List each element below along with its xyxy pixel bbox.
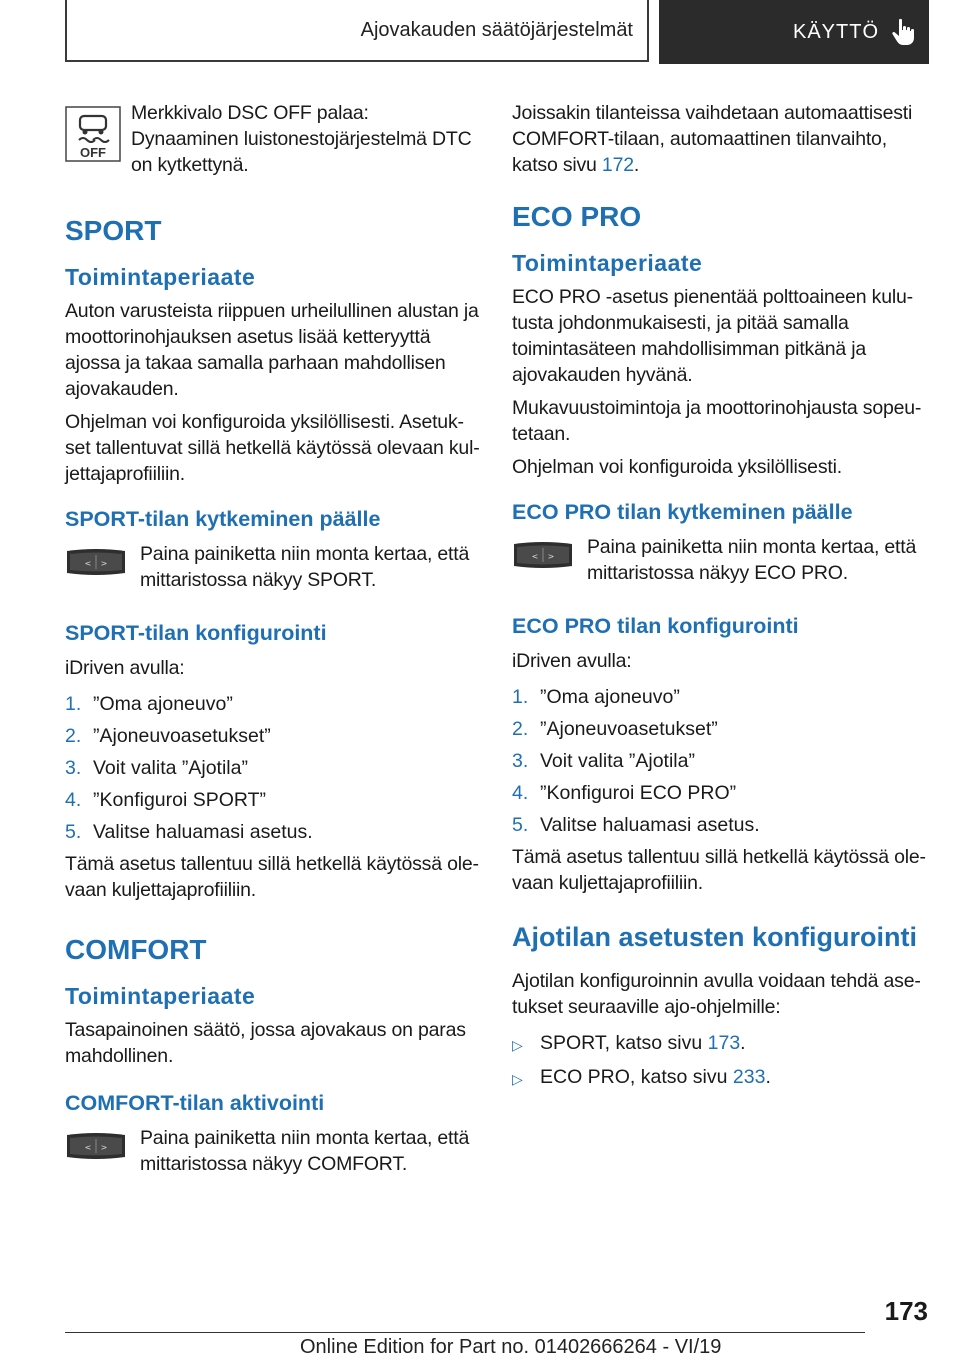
list-item: 1. ”Oma ajoneuvo”	[65, 693, 233, 715]
sport-principle-p1: Auton varusteista riippuen urheilullinen alustan ja moottorinohjauksen asetus lisää ketteryyttä ajossa ja takaa samalla parhaan mahdollisen ajovakauden.	[65, 300, 479, 400]
eco-config-heading: ECO PRO tilan konfigurointi	[512, 614, 799, 638]
eco-on-instruction	[512, 534, 927, 586]
page-header	[65, 0, 929, 64]
page-number: 173	[884, 1296, 928, 1326]
eco-on-text: Paina painiketta niin monta kertaa, että mittaristossa näkyy ECO PRO.	[587, 536, 917, 584]
eco-config-outro: Tämä asetus tallentuu sillä hetkellä käytössä olevaan kuljettajaprofiiliin.	[512, 846, 927, 894]
chapter-title: KÄYTTÖ	[792, 20, 879, 43]
comfort-on-instruction	[65, 1125, 480, 1177]
dsc-off-text: Merkkivalo DSC OFF palaa: Dynaaminen luistonestojärjestelmä DTC on kytkettynä.	[131, 102, 472, 176]
list-item: 4. ”Konfiguroi SPORT”	[65, 789, 267, 811]
footer-edition: Online Edition for Part no. 01402666264 - VI/19	[300, 1336, 722, 1358]
sport-on-text: Paina painiketta niin monta kertaa, että mittaristossa näkyy SPORT.	[140, 543, 470, 591]
drive-mode-button-icon	[512, 540, 574, 570]
comfort-principle-heading: Toimintaperiaate	[65, 983, 256, 1009]
eco-principle-p3: Ohjelman voi konfiguroida yksilöllisesti.	[512, 456, 842, 478]
svg-text:>: >	[100, 1143, 108, 1152]
sport-config-outro: Tämä asetus tallentuu sillä hetkellä käytössä olevaan kuljettajaprofiiliin.	[65, 853, 480, 901]
sport-on-instruction	[65, 541, 480, 593]
dsc-off-notice	[65, 100, 480, 178]
svg-text:<: <	[84, 559, 92, 568]
svg-text:<: <	[531, 552, 539, 561]
right-column	[512, 100, 927, 1098]
list-item: 1. ”Oma ajoneuvo”	[512, 686, 680, 708]
comfort-principle-p1: Tasapainoinen säätö, jossa ajovakaus on paras mahdollinen.	[65, 1019, 466, 1067]
drive-config-heading: Ajotilan asetusten konfigurointi	[512, 922, 918, 952]
list-item: 4. ”Konfiguroi ECO PRO”	[512, 782, 737, 804]
sport-principle-heading: Toimintaperiaate	[65, 264, 256, 290]
bullet-marker: ▷	[512, 1071, 523, 1087]
eco-principle-p2: Mukavuustoimintoja ja moottorinohjausta sopeutetaan.	[512, 397, 922, 445]
page-link-172[interactable]: 172	[601, 154, 634, 176]
comfort-on-heading: COMFORT-tilan aktivointi	[65, 1091, 325, 1115]
list-item: 2. ”Ajoneuvoasetukset”	[65, 725, 271, 747]
sport-config-intro: iDriven avulla:	[65, 657, 185, 679]
eco-principle-heading: Toimintaperiaate	[512, 250, 703, 276]
drive-config-list	[512, 1030, 927, 1092]
sport-config-heading: SPORT-tilan konfigurointi	[65, 621, 327, 645]
svg-text:<: <	[84, 1143, 92, 1152]
bullet-marker: ▷	[512, 1037, 523, 1053]
list-item: ▷ SPORT, katso sivu 173.	[512, 1030, 927, 1058]
eco-config-intro: iDriven avulla:	[512, 650, 632, 672]
chapter-tab	[659, 0, 929, 64]
svg-text:>: >	[547, 552, 555, 561]
drive-mode-button-icon	[65, 1131, 127, 1161]
comfort-auto-switch-text: Joissakin tilanteissa vaihdetaan automaattisesti COMFORT-tilaan, automaattinen tilanvaihto, katso sivu 172.	[512, 102, 913, 176]
drive-config-intro: Ajotilan konfiguroinnin avulla voidaan tehdä asetukset seuraaville ajo-ohjelmille:	[512, 970, 921, 1018]
sport-principle-p2: Ohjelman voi konfiguroida yksilöllisesti. Asetukset tallentuvat sillä hetkellä käytössä olevaan kuljettajaprofiiliin.	[65, 411, 480, 485]
list-item: 3. Voit valita ”Ajotila”	[65, 757, 248, 779]
eco-on-heading: ECO PRO tilan kytkeminen päälle	[512, 500, 853, 524]
hand-pointer-icon	[891, 18, 917, 46]
eco-principle-p1: ECO PRO -asetus pienentää polttoaineen kulutusta johdonmukaisesti, ja pitää samalla toimintasäteen mahdollisimman pitkänä ja ajovakauden hyvänä.	[512, 286, 914, 386]
left-column	[65, 100, 480, 1177]
list-item: 5. Valitse haluamasi asetus.	[512, 814, 760, 836]
drive-mode-button-icon	[65, 547, 127, 577]
list-item: 3. Voit valita ”Ajotila”	[512, 750, 695, 772]
sport-on-heading: SPORT-tilan kytkeminen päälle	[65, 507, 381, 531]
dsc-off-warning-icon	[65, 106, 121, 162]
comfort-on-text: Paina painiketta niin monta kertaa, että mittaristossa näkyy COMFORT.	[140, 1127, 470, 1175]
sport-heading: SPORT	[65, 215, 162, 246]
list-item: ▷ ECO PRO, katso sivu 233.	[512, 1064, 927, 1092]
sport-config-steps	[65, 691, 480, 845]
footer-divider	[65, 1332, 865, 1333]
comfort-heading: COMFORT	[65, 934, 207, 965]
page-link-173[interactable]: 173	[707, 1032, 741, 1054]
list-item: 5. Valitse haluamasi asetus.	[65, 821, 313, 843]
eco-pro-heading: ECO PRO	[512, 201, 642, 232]
svg-text:>: >	[100, 559, 108, 568]
section-title: Ajovakauden säätöjärjestelmät	[65, 0, 649, 62]
list-item: 2. ”Ajoneuvoasetukset”	[512, 718, 718, 740]
page-link-233[interactable]: 233	[732, 1066, 766, 1088]
eco-config-steps	[512, 684, 927, 838]
svg-text:OFF: OFF	[80, 145, 106, 160]
